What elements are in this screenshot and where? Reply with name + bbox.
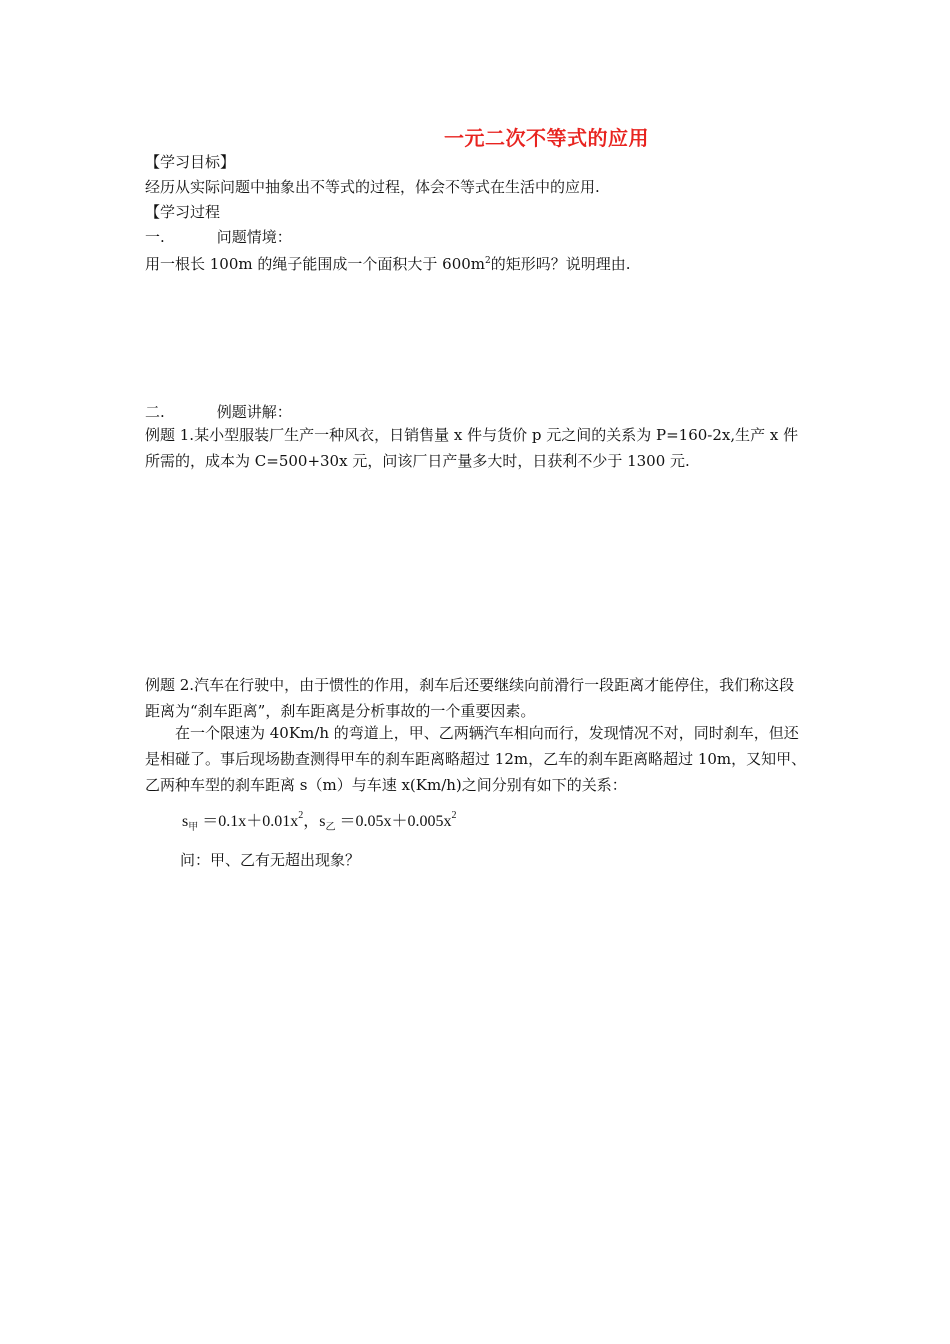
section2-heading xyxy=(145,402,292,422)
formula-separator: ， xyxy=(303,813,320,830)
braking-formula xyxy=(182,808,457,833)
process-header: 【学习过程 xyxy=(145,203,221,221)
section1-problem xyxy=(145,251,631,274)
example2-question: 问：甲、乙有无超出现象？ xyxy=(180,851,361,869)
formula-eq2: ＝0.05x＋0.005x xyxy=(335,813,452,830)
problem-text-post: 的矩形吗？说明理由. xyxy=(490,255,631,273)
section2-label: 例题讲解： xyxy=(216,403,292,421)
formula-sup2: 2 xyxy=(451,810,457,821)
formula-s1-subscript: 甲 xyxy=(188,822,199,833)
formula-s2: s xyxy=(319,813,326,830)
formula-s2-subscript: 乙 xyxy=(325,822,336,833)
section1-label: 问题情境： xyxy=(216,228,292,246)
section1-number: 一. xyxy=(145,228,165,246)
problem-text-pre: 用一根长 100m 的绳子能围成一个面积大于 600m xyxy=(145,255,486,273)
section2-number: 二. xyxy=(145,403,165,421)
problem-superscript: 2 xyxy=(485,256,491,266)
goal-text: 经历从实际问题中抽象出不等式的过程，体会不等式在生活中的应用. xyxy=(145,178,600,196)
example1-text: 例题 1.某小型服装厂生产一种风衣，日销售量 x 件与货价 p 元之间的关系为 P=160-2x,生产 x 件所需的，成本为 C=500+30x 元，问该厂日产量多大时，日获利不少于 1300 元. xyxy=(145,426,799,470)
page-title: 一元二次不等式的应用 xyxy=(444,126,649,150)
example2-paragraph2: 在一个限速为 40Km/h 的弯道上，甲、乙两辆汽车相向而行，发现情况不对，同时刹车，但还是相碰了。事后现场勘查测得甲车的刹车距离略超过 12m，乙车的刹车距离略超过 10m，又知甲、乙两种车型的刹车距离 s（m）与车速 x(Km/h)之间分别有如下的关系： xyxy=(145,724,807,794)
section1-heading xyxy=(145,227,292,247)
formula-sup1: 2 xyxy=(298,810,304,821)
formula-s1: s xyxy=(182,813,189,830)
goal-header: 【学习目标】 xyxy=(145,153,236,171)
example2-paragraph1: 例题 2.汽车在行驶中，由于惯性的作用，刹车后还要继续向前滑行一段距离才能停住，我们称这段距离为“刹车距离”，刹车距离是分析事故的一个重要因素。 xyxy=(145,676,795,720)
formula-eq1: ＝0.1x＋0.01x xyxy=(198,813,299,830)
